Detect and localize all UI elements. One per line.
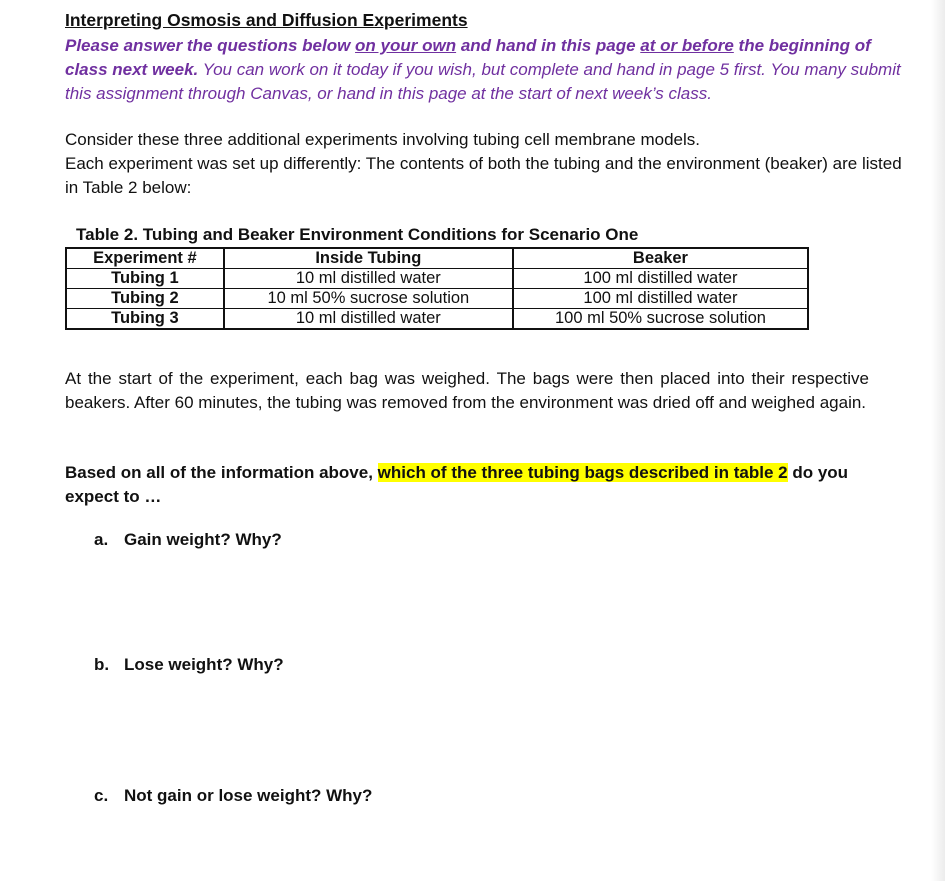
- subquestion-text: Not gain or lose weight? Why?: [124, 786, 373, 805]
- table-cell: 10 ml distilled water: [224, 309, 513, 330]
- procedure-paragraph: At the start of the experiment, each bag was weighed. The bags were then placed into their respective beakers. After 60 minutes, the tubing was removed from the environment was dried off and weighed again.: [65, 369, 869, 412]
- main-question: [65, 461, 885, 509]
- subquestion-text: Gain weight? Why?: [124, 530, 282, 549]
- table-cell: 100 ml 50% sucrose solution: [513, 309, 808, 330]
- instructions-part-2: and hand in this page: [456, 36, 641, 55]
- instructions-part-1: Please answer the questions below: [65, 36, 356, 55]
- table-row: [66, 289, 808, 309]
- table-caption: Table 2. Tubing and Beaker Environment Conditions for Scenario One: [76, 225, 639, 244]
- intro-line-1: Consider these three additional experiments involving tubing cell membrane models.: [65, 130, 701, 149]
- intro-line-2: Each experiment was set up differently: The contents of both the tubing and the environment (beaker) are listed in Table 2 below:: [65, 154, 902, 197]
- subquestion-letter: a.: [94, 530, 109, 549]
- table-header-cell: Experiment #: [66, 248, 224, 269]
- table-cell: 100 ml distilled water: [513, 269, 808, 289]
- subquestion-b: [94, 655, 284, 675]
- page-title: Interpreting Osmosis and Diffusion Experiments: [65, 10, 468, 30]
- question-highlight: which of the three tubing bags described in table 2: [377, 463, 788, 482]
- table-cell: 10 ml 50% sucrose solution: [224, 289, 513, 309]
- subquestion-letter: b.: [94, 655, 110, 674]
- subquestion-a: [94, 530, 282, 550]
- question-prefix: Based on all of the information above,: [65, 463, 378, 482]
- instructions-rest: You can work on it today if you wish, but complete and hand in page 5 first. You many submit this assignment through Canvas, or hand in this page at the start of next week’s class.: [65, 60, 901, 103]
- table-header-row: [66, 248, 808, 269]
- instructions-underline-deadline: at or before: [640, 36, 734, 55]
- question-suffix: do you expect to …: [65, 463, 849, 506]
- table-cell: 100 ml distilled water: [513, 289, 808, 309]
- intro-paragraph: [65, 128, 905, 200]
- instructions-underline-own: on your own: [355, 36, 457, 55]
- subquestion-c: [94, 786, 372, 806]
- conditions-table: [65, 247, 809, 330]
- table-header-cell: Inside Tubing: [224, 248, 513, 269]
- page-edge-shadow: [931, 0, 945, 881]
- table-cell: Tubing 3: [66, 309, 224, 330]
- table-cell: 10 ml distilled water: [224, 269, 513, 289]
- table-cell: Tubing 2: [66, 289, 224, 309]
- subquestion-text: Lose weight? Why?: [124, 655, 284, 674]
- subquestion-letter: c.: [94, 786, 109, 805]
- table-row: [66, 309, 808, 330]
- table-cell: Tubing 1: [66, 269, 224, 289]
- instructions: [65, 34, 905, 106]
- table-row: [66, 269, 808, 289]
- table-header-cell: Beaker: [513, 248, 808, 269]
- instructions-part-3: the beginning of class next week.: [65, 36, 871, 79]
